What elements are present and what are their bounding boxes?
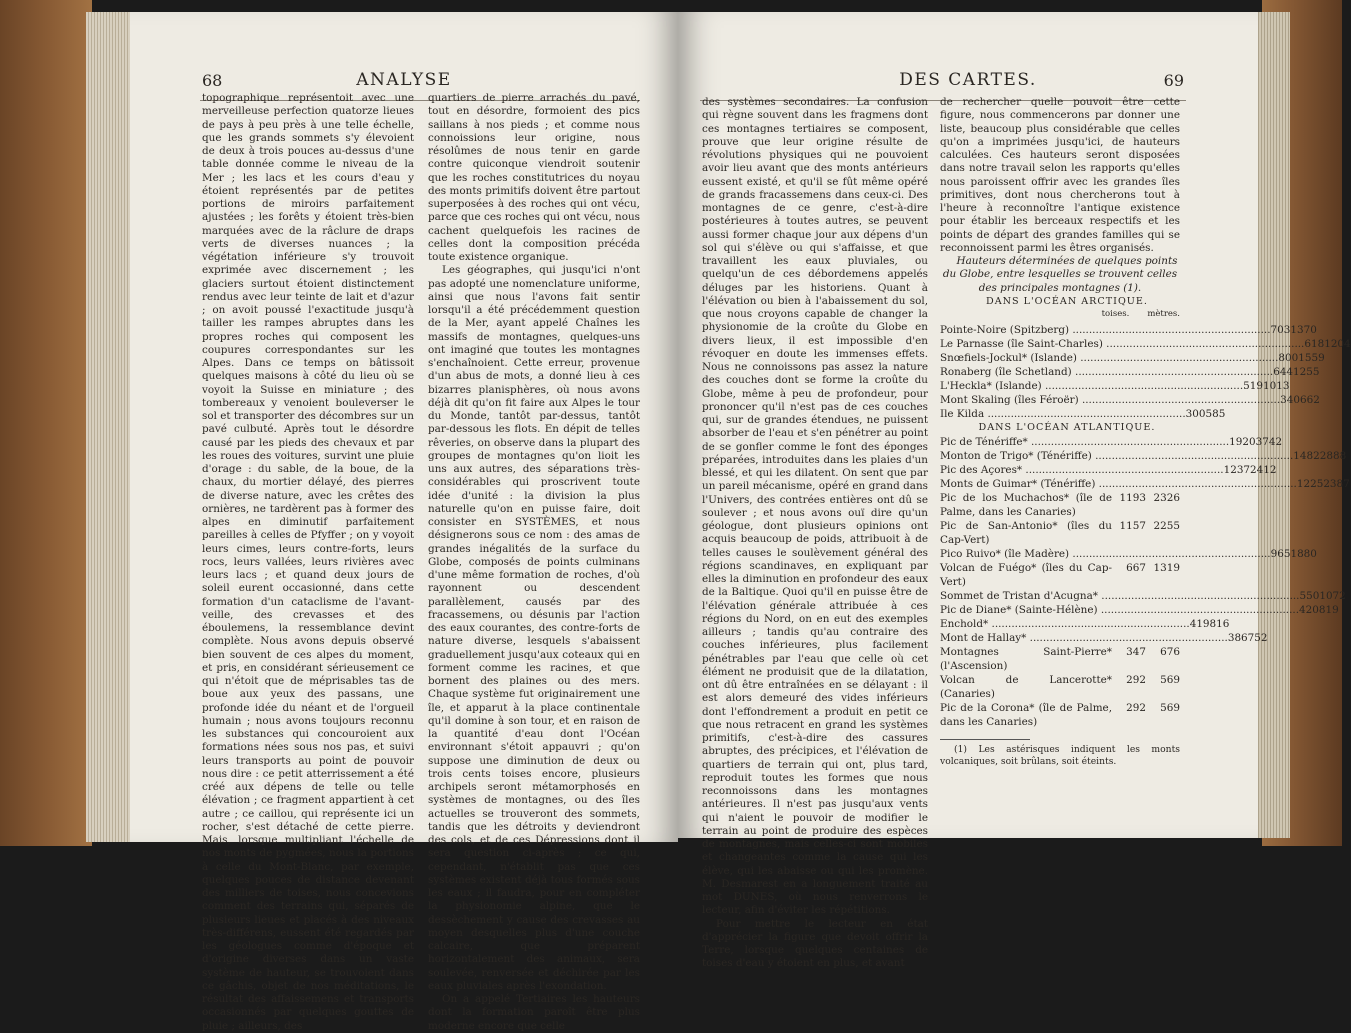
height-metres: 1204	[1324, 338, 1351, 351]
height-toises: 1920	[1229, 435, 1256, 448]
mountain-name: Ronaberg (île Schetland) .....	[940, 365, 1273, 379]
right-page-column-2	[940, 96, 1351, 768]
unit-headers	[940, 308, 1180, 321]
mountain-name: Sommet de Tristan d'Acugna* .....	[940, 589, 1299, 603]
mountain-name: L'Heckla* (Islande) .....	[940, 379, 1243, 393]
height-metres: 1880	[1290, 547, 1317, 560]
height-toises: 703	[1270, 324, 1291, 337]
left-page-column-2	[428, 92, 640, 1033]
height-toises: 965	[1270, 547, 1291, 560]
table-row	[940, 435, 1283, 449]
page-edges-right	[1256, 12, 1290, 838]
mountain-name: Pic de Ténériffe* .....	[940, 435, 1229, 449]
height-metres: 2888	[1319, 449, 1347, 462]
mountain-name: Pic de Diane* (Sainte-Hélène) .....	[940, 603, 1299, 617]
height-toises: 644	[1273, 366, 1294, 379]
book-cover-left	[0, 0, 92, 846]
unit-toises: toises.	[1101, 309, 1130, 319]
mountain-name: Pico Ruivo* (île Madère) .....	[940, 547, 1271, 561]
height-metres: 1072	[1319, 589, 1346, 602]
table-row	[940, 365, 1320, 379]
mountain-name: Monton de Trigo* (Ténériffe) .....	[940, 449, 1293, 463]
left-page	[130, 12, 678, 1032]
height-toises: 667	[1126, 561, 1146, 574]
height-metres: 585	[1205, 408, 1226, 421]
table-row	[940, 407, 1226, 421]
mountain-name: Pic de los Muchachos* (île de Palme, dans les Canaries)	[940, 491, 1112, 518]
mountain-name: Pic de la Corona* (île de Palme, dans les Canaries)	[940, 701, 1112, 728]
heights-table-atlantic	[940, 435, 1350, 729]
table-row	[940, 589, 1346, 603]
footnote: (1) Les astérisques indiquent les monts volcaniques, soit brûlans, soit éteints.	[940, 743, 1180, 767]
height-metres: 676	[1160, 645, 1180, 658]
footnote-rule	[940, 739, 1030, 740]
mountain-name: Enchold* .....	[940, 617, 1190, 631]
page-number-right: 69	[1163, 71, 1184, 90]
height-metres: 752	[1247, 631, 1268, 644]
table-row	[940, 463, 1277, 477]
running-header-right: DES CARTES.	[899, 70, 1037, 90]
table-row	[940, 673, 1180, 701]
mountain-name: Pic des Açores* .....	[940, 463, 1224, 477]
table-row	[940, 617, 1230, 631]
mountain-name: Volcan de Lancerotte* (Canaries)	[940, 673, 1112, 700]
unit-metres: mètres.	[1147, 309, 1180, 319]
table-row	[940, 351, 1325, 365]
table-row	[940, 547, 1317, 561]
height-toises: 550	[1299, 589, 1320, 602]
height-toises: 1482	[1293, 449, 1320, 462]
mountain-name: Monts de Guimar* (Ténériffe) .....	[940, 477, 1297, 491]
height-toises: 519	[1243, 380, 1263, 393]
table-row	[940, 323, 1317, 337]
paragraph: des systèmes secondaires. La confusion qui règne souvent dans les fragmens dont ces montagnes tertiaires se composent, prouve que leur origine résulte de révolutions physiques qui ne pouvoient avoir lieu avant que des monts antérieurs eussent existé, et qu'il se fût même opéré de grands fracassemens dans ceux-ci. Des montagnes de ce genre, c'est-à-dire postérieures à toutes autres, se peuvent aussi former chaque jour aux dépens d'un sol qui s'élève ou qui s'affaisse, et que travaillent les eaux pluviales, ou quelqu'un de ces débordemens appelés déluges par les historiens. Quant à l'élévation ou bien à l'abaissement du sol, que nous croyons capable de changer la physionomie de la croûte du Globe en divers lieux, il est impossible d'en révoquer en doute les immenses effets. Nous ne connoissons pas assez la nature des couches dont se forme la croûte du Globe, même à peu de profondeur, pour prononcer qu'il n'est pas de ces couches qui, sur de grandes étendues, ne puissent absorber de l'eau et s'en pénétrer au point de se gonfler comme le font des éponges préparées, introduites dans les plaies d'un blessé, et qui les dilatent. On sent que par un pareil mécanisme, opéré en grand dans l'Univers, des contrées entières ont dû se soulever ; et nous avons ouï dire qu'un géologue, dont plusieurs opinions ont acquis beaucoup de poids, attribuoit à de telles causes le soulèvement général des régions scandinaves, en expliquant par elles la diminution en profondeur des eaux de la Baltique. Quoi qu'il en puisse être de l'élévation générale attribuée à ces régions du Nord, on en eut des exemples ailleurs ; tandis qu'au contraire des couches inférieures, plus facilement pénétrables par l'eau que celle où cet élément ne produisit que de la dilatation, ont dû être entraînées en se délayant : il est alors demeuré des vides inférieurs dont l'effondrement a produit en petit ce que nous retracent en grand les systèmes primitifs, c'est-à-dire des cassures abruptes, des précipices, et l'élévation de quartiers de terrain qui ont, plus tard, reproduit toutes les formes que nous reconnoissons dans les montagnes antérieures. Il n'est pas jusqu'aux vents qui n'aient le pouvoir de modifier le terrain au point de produire des espèces de montagnes, mais celles-ci sont mobiles et changeantes comme la cause qui les élève, qui les abaisse ou qui les promène. M. Desmarest en a longuement traité au mot DUNES, où nous renverrons le lecteur, afin d'éviter les répétitions.	[702, 96, 928, 917]
section-title-arctic: DANS L'OCÉAN ARCTIQUE.	[986, 295, 1148, 307]
height-metres: 569	[1160, 673, 1180, 686]
height-toises: 292	[1126, 673, 1146, 686]
mountain-name: Mont de Hallay* .....	[940, 631, 1228, 645]
section-title-atlantic: DANS L'OCÉAN ATLANTIQUE.	[978, 422, 1156, 434]
paragraph: de rechercher quelle pouvoit être cette figure, nous commencerons par donner une liste, beaucoup plus considérable que celles qu'on a imprimées jusqu'ici, de hauteurs calculées. Ces hauteurs seront disposées dans notre travail selon les rapports qu'elles nous paroissent offrir avec les grandes îles primitives, dont nous chercherons tout à l'heure à reconnoître l'antique existence pour établir les berceaux respectifs et les points de départ des grandes familles qui se reconnoissent parmi les êtres organisés.	[940, 96, 1180, 254]
table-row	[940, 393, 1320, 407]
height-toises: 347	[1126, 645, 1146, 658]
mountain-name: Snœfiels-Jockul* (Islande) .....	[940, 351, 1278, 365]
height-toises: 1237	[1223, 463, 1251, 476]
height-metres: 662	[1299, 394, 1320, 407]
height-toises: 1157	[1119, 519, 1146, 532]
page-number-left: 68	[202, 71, 223, 90]
paragraph: Les géographes, qui jusqu'ici n'ont pas adopté une nomenclature uniforme, ainsi que nous l'avons fait sentir lorsqu'il a été précédemment question de la Mer, ayant appelé Chaînes les massifs de montagnes, quelques-uns ont imaginé que toutes les montagnes s'enchaînoient. Cette erreur, provenue d'un abus de mots, a donné lieu à ces bizarres planisphères, où nous avons déjà dit qu'on fit faire aux Alpes le tour du Monde, tantôt par-dessus, tantôt par-dessous les flots. En dépit de telles rêveries, on observe dans la plupart des groupes de montagnes qu'on lioit les uns aux autres, des séparations très-considérables qui proscrivent toute idée d'unité : la division la plus naturelle qu'on en puisse faire, doit consister en SYSTÈMES, et nous désignerons sous ce nom : des amas de grandes inégalités de la surface du Globe, composés de points culminans d'une même formation de roches, d'où rayonnent ou descendent parallèlement, causés par des fracassemens, ou désunis par l'action des eaux courantes, des contre-forts de nature diverse, lesquels s'abaissent graduellement jusqu'aux coteaux qui en forment comme les racines, et que bornent des plaines ou des mers. Chaque système fut originairement une île, et apparut à la place continentale qu'il domine à son tour, et en raison de la quantité d'eau dont l'Océan environnant s'étoit appauvri ; qu'on suppose une diminution de deux ou trois cents toises encore, plusieurs archipels seront métamorphosés en systèmes de montagnes, ou des îles actuelles se trouveront des sommets, tandis que les détroits y deviendront des cols, et de ces Dépressions dont il sera question ci-après ; ce qui, cependant, n'établit pas que ces systèmes existent déjà tous formés sous les eaux ; il faudra, pour en compléter la physionomie alpine, que le dessèchement y cause des crevasses au moyen desquelles plus d'une couche calcaire, que préparent horizontalement des animaux, sera soulevée, renversée et déchirée par les eaux pluviales après l'exondation.	[428, 264, 640, 992]
table-row	[940, 519, 1180, 547]
mountain-name: Pointe-Noire (Spitzberg) .....	[940, 323, 1271, 337]
right-page-column-1	[702, 96, 928, 971]
height-toises: 300	[1185, 408, 1206, 421]
height-toises: 292	[1126, 701, 1146, 714]
table-caption: Hauteurs déterminées de quelques points du Globe, entre lesquelles se trouvent celles des principales montagnes (1).	[942, 255, 1178, 294]
height-metres: 3742	[1255, 435, 1283, 448]
height-metres: 2387	[1323, 477, 1350, 490]
paragraph: Pour mettre le lecteur en état d'apprécier la figure que devoit offrir la Terre, lorsque quelques centaines de toises d'eau y étoient en plus, et avant	[702, 917, 928, 970]
left-page-column-1	[202, 92, 414, 1033]
height-metres: 1013	[1262, 380, 1290, 393]
mountain-name: Montagnes Saint-Pierre* (l'Ascension)	[940, 645, 1112, 672]
table-row	[940, 561, 1180, 589]
mountain-name: Volcan de Fuégo* (îles du Cap-Vert)	[940, 561, 1112, 588]
mountain-name: Le Parnasse (île Saint-Charles) .....	[940, 337, 1304, 351]
table-row	[940, 645, 1180, 673]
height-metres: 2326	[1153, 491, 1180, 504]
table-row	[940, 337, 1351, 351]
mountain-name: Ile Kilda .....	[940, 407, 1186, 421]
table-row	[940, 701, 1180, 729]
page-edges-left	[86, 12, 132, 842]
right-page	[678, 12, 1351, 970]
height-metres: 2255	[1153, 519, 1180, 532]
mountain-name: Pic de San-Antonio* (îles du Cap-Vert)	[940, 519, 1112, 546]
height-metres: 816	[1209, 617, 1230, 630]
table-row	[940, 477, 1350, 491]
table-row	[940, 379, 1290, 393]
table-row	[940, 491, 1180, 519]
height-toises: 386	[1227, 631, 1248, 644]
paragraph: quartiers de pierre arrachés du pavé, tout en désordre, formoient des pics saillans à nos pieds ; et comme nous connoissions leur origine, nous résolûmes de nous tenir en garde contre quiconque viendroit soutenir que les roches constitutrices du noyau des monts primitifs doivent être partout superposées à des roches qui ont vécu, parce que ces roches qui ont vécu, nous cachent quelquefois les racines de celles dont la composition précéda toute existence organique.	[428, 92, 640, 263]
height-metres: 569	[1160, 701, 1180, 714]
height-toises: 618	[1304, 338, 1325, 351]
height-toises: 419	[1189, 617, 1210, 630]
height-toises: 800	[1278, 352, 1299, 365]
mountain-name: Mont Skaling (îles Féroër) .....	[940, 393, 1280, 407]
height-metres: 1255	[1293, 366, 1320, 379]
table-row	[940, 631, 1268, 645]
height-metres: 1319	[1153, 561, 1180, 574]
height-toises: 420	[1299, 603, 1319, 616]
height-metres: 1559	[1298, 352, 1325, 365]
height-toises: 1225	[1296, 477, 1324, 490]
height-metres: 1370	[1290, 324, 1317, 337]
paragraph: topographique représentoit avec une merveilleuse perfection quatorze lieues de pays à peu près à une telle échelle, que les grands sommets s'y élevoient de deux à trois pouces au-dessus d'une table donnée comme le niveau de la Mer ; les lacs et les cours d'eau y étoient représentés par de petites portions de miroirs parfaitement ajustées ; les forêts y étoient très-bien marquées avec de la râclure de draps verts de diverses nuances ; la végétation inférieure s'y trouvoit exprimée avec discernement ; les glaciers surtout étoient distinctement rendus avec leur teinte de lait et d'azur ; on avoit poussé l'exactitude jusqu'à tailler les rampes abruptes dans les propres roches qui composent les coupures correspondantes sur les Alpes. Dans ce temps on bâtissoit quelques maisons à côté du lieu où se voyoit la Suisse en miniature ; des tombereaux y venoient bouleverser le sol et transporter des décombres sur un pavé culbuté. Après tout le désordre causé par les pieds des chevaux et par les roues des voitures, survint une pluie d'orage : du sable, de la boue, de la chaux, du mortier délayé, des pierres de diverse nature, avec les crêtes des ornières, ne tardèrent pas à former des alpes en diminutif parfaitement pareilles à celles de Pfyffer ; on y voyoit leurs cimes, leurs contre-forts, leurs rocs, leurs vallées, leurs rivières avec leurs lacs ; et quand deux jours de soleil eurent occasionné, dans cette formation d'un cataclisme de l'avant-veille, des crevasses et des éboulemens, la ressemblance devint complète. Nous avons depuis observé bien souvent de ces alpes du moment, et pris, en considérant sérieusement ce qui n'étoit que de méprisables tas de boue aux yeux des passans, une profonde idée du néant et de l'orgueil humain ; nous avons toujours reconnu les substances qui concouroient aux formations nées sous nos pas, et suivi leurs transports au point de pouvoir nous dire : ce petit atterrissement a été créé aux dépens de telle ou telle élévation ; ce fragment appartient à cet autre ; ce caillou, qui représente ici un rocher, s'est détaché de cette pierre. Mais, lorsque multipliant l'échelle de nos monts de pygmées, nous la portions à celle du Mont-Blanc, par exemple, quelques pouces de distance devenant des milliers de toises, nous concevions comment des terrains qui, séparés de plusieurs lieues et placés à des niveaux très-différens, eussent été regardés par les géologues comme d'époque et d'origine diverses dans un vaste système de hauteur, se trouvoient dans ce gâchis, objet de nos méditations, le résultat des affaissemens et transports occasionnés par quelques gouttes de pluie ; ailleurs, des	[202, 92, 414, 1032]
running-header-left: ANALYSE	[356, 70, 452, 90]
paragraph: On a appelé Tertiaires les hauteurs dont la formation paroît être plus moderne encore que celle	[428, 993, 640, 1032]
height-toises: 340	[1280, 394, 1300, 407]
table-row	[940, 449, 1347, 463]
heights-table-arctic	[940, 323, 1351, 421]
height-metres: 819	[1318, 603, 1339, 616]
height-metres: 2412	[1250, 463, 1277, 476]
table-row	[940, 603, 1339, 617]
height-toises: 1193	[1119, 491, 1146, 504]
